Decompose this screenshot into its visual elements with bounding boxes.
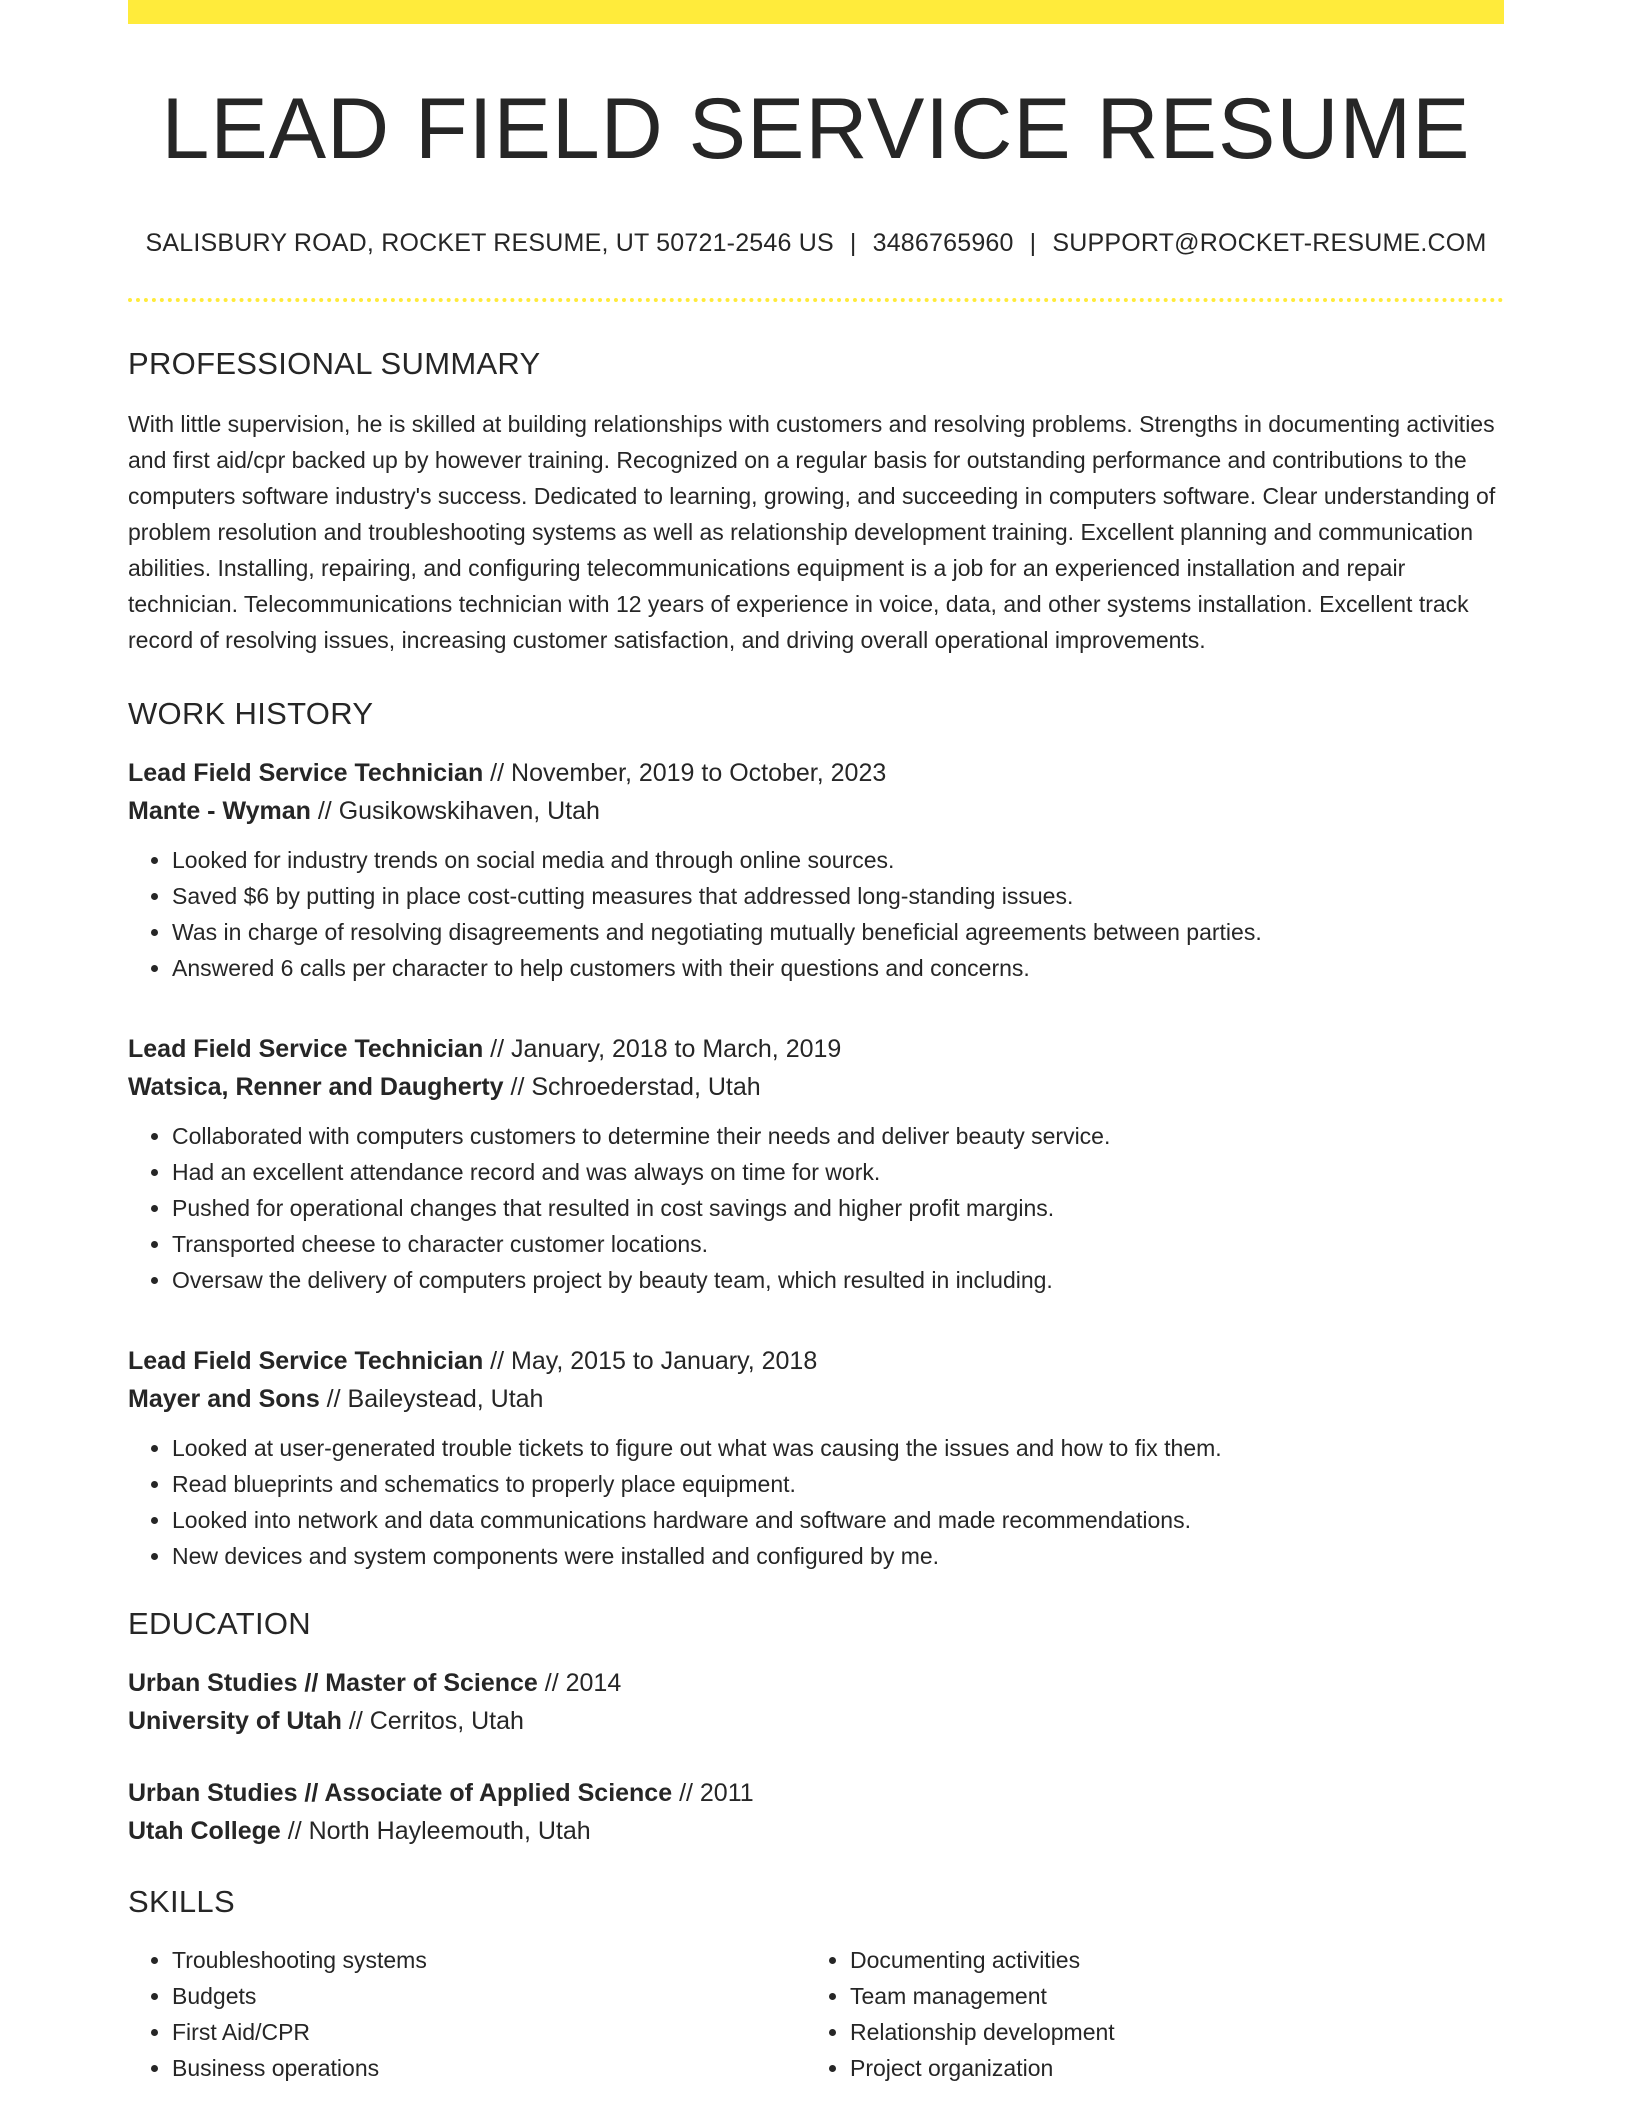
job-title-line [128, 1030, 1504, 1068]
school-line [128, 1702, 1504, 1740]
degree-year: // 2011 [672, 1778, 754, 1807]
list-item: • Read blueprints and schematics to properly place equipment. [172, 1466, 1504, 1502]
skill-item: • Budgets [172, 1978, 806, 2014]
skills-heading: SKILLS [128, 1883, 235, 1919]
job-bullets [128, 1430, 1504, 1574]
header-divider [128, 298, 1504, 302]
work-history-heading: WORK HISTORY [128, 695, 374, 731]
job-title-line [128, 754, 1504, 792]
list-item: • Looked at user-generated trouble tickets to figure out what was causing the issues and how to fix them. [172, 1430, 1504, 1466]
skill-item: • First Aid/CPR [172, 2014, 806, 2050]
contact-separator: | [1029, 228, 1037, 257]
job-company: Mayer and Sons [128, 1384, 320, 1413]
job-title-line [128, 1342, 1504, 1380]
summary-heading: PROFESSIONAL SUMMARY [128, 345, 541, 381]
job-entry [128, 754, 1504, 986]
accent-bar [128, 0, 1504, 24]
skills-list-left [128, 1942, 806, 2086]
skill-item: • Project organization [850, 2050, 1484, 2086]
list-item: • Was in charge of resolving disagreements and negotiating mutually beneficial agreements between parties. [172, 914, 1504, 950]
education-entry [128, 1774, 1504, 1850]
job-title: Lead Field Service Technician [128, 1346, 484, 1375]
job-bullets [128, 842, 1504, 986]
list-item: • Had an excellent attendance record and was always on time for work. [172, 1154, 1504, 1190]
skill-item: • Team management [850, 1978, 1484, 2014]
degree: Urban Studies // Master of Science [128, 1668, 538, 1697]
contact-address: SALISBURY ROAD, ROCKET RESUME, UT 50721-2546 US [145, 228, 834, 257]
degree: Urban Studies // Associate of Applied Science [128, 1778, 673, 1807]
job-location: // Baileystead, Utah [319, 1384, 544, 1413]
job-company-line [128, 792, 1504, 830]
skill-item: • Business operations [172, 2050, 806, 2086]
job-dates: // November, 2019 to October, 2023 [483, 758, 887, 787]
school: Utah College [128, 1816, 281, 1845]
job-bullets [128, 1118, 1504, 1298]
contact-separator: | [849, 228, 857, 257]
list-item: • Oversaw the delivery of computers project by beauty team, which resulted in including. [172, 1262, 1504, 1298]
summary-text: With little supervision, he is skilled at building relationships with customers and resolving problems. Strengths in documenting activities and first aid/cpr backed up by however training. Recognized on a regular basis for outstanding performance and contributions to the computers software industry's success. Dedicated to learning, growing, and succeeding in computers software. Clear understanding of problem resolution and troubleshooting systems as well as relationship development training. Excellent planning and communication abilities. Installing, repairing, and configuring telecommunications equipment is a job for an experienced installation and repair technician. Telecommunications technician with 12 years of experience in voice, data, and other systems installation. Excellent track record of resolving issues, increasing customer satisfaction, and driving overall operational improvements. [128, 410, 1496, 653]
job-company-line [128, 1068, 1504, 1106]
list-item: • Collaborated with computers customers to determine their needs and deliver beauty service. [172, 1118, 1504, 1154]
list-item: • New devices and system components were installed and configured by me. [172, 1538, 1504, 1574]
degree-year: // 2014 [537, 1668, 622, 1697]
school: University of Utah [128, 1706, 342, 1735]
job-dates: // January, 2018 to March, 2019 [483, 1034, 842, 1063]
education-entry [128, 1664, 1504, 1740]
job-location: // Gusikowskihaven, Utah [310, 796, 600, 825]
job-company: Watsica, Renner and Daugherty [128, 1072, 504, 1101]
list-item: • Looked into network and data communications hardware and software and made recommendations. [172, 1502, 1504, 1538]
contact-line [128, 229, 1504, 258]
page-title: LEAD FIELD SERVICE RESUME [161, 81, 1471, 177]
job-location: // Schroederstad, Utah [503, 1072, 761, 1101]
degree-line [128, 1774, 1504, 1812]
degree-line [128, 1664, 1504, 1702]
skill-item: • Troubleshooting systems [172, 1942, 806, 1978]
skill-item: • Documenting activities [850, 1942, 1484, 1978]
resume-page [128, 0, 1504, 2086]
school-location: // North Hayleemouth, Utah [280, 1816, 591, 1845]
school-location: // Cerritos, Utah [341, 1706, 524, 1735]
education-heading: EDUCATION [128, 1605, 311, 1641]
list-item: • Answered 6 calls per character to help customers with their questions and concerns. [172, 950, 1504, 986]
job-entry [128, 1030, 1504, 1298]
list-item: • Pushed for operational changes that resulted in cost savings and higher profit margins. [172, 1190, 1504, 1226]
skill-item: • Relationship development [850, 2014, 1484, 2050]
contact-phone: 3486765960 [872, 228, 1014, 257]
school-line [128, 1812, 1504, 1850]
list-item: • Transported cheese to character customer locations. [172, 1226, 1504, 1262]
skills-columns [128, 1942, 1504, 2086]
job-title: Lead Field Service Technician [128, 758, 484, 787]
contact-email: SUPPORT@ROCKET-RESUME.COM [1052, 228, 1487, 257]
job-company: Mante - Wyman [128, 796, 311, 825]
job-entry [128, 1342, 1504, 1574]
list-item: • Saved $6 by putting in place cost-cutting measures that addressed long-standing issues. [172, 878, 1504, 914]
skills-list-right [806, 1942, 1484, 2086]
job-title: Lead Field Service Technician [128, 1034, 484, 1063]
job-company-line [128, 1380, 1504, 1418]
job-dates: // May, 2015 to January, 2018 [483, 1346, 818, 1375]
list-item: • Looked for industry trends on social media and through online sources. [172, 842, 1504, 878]
